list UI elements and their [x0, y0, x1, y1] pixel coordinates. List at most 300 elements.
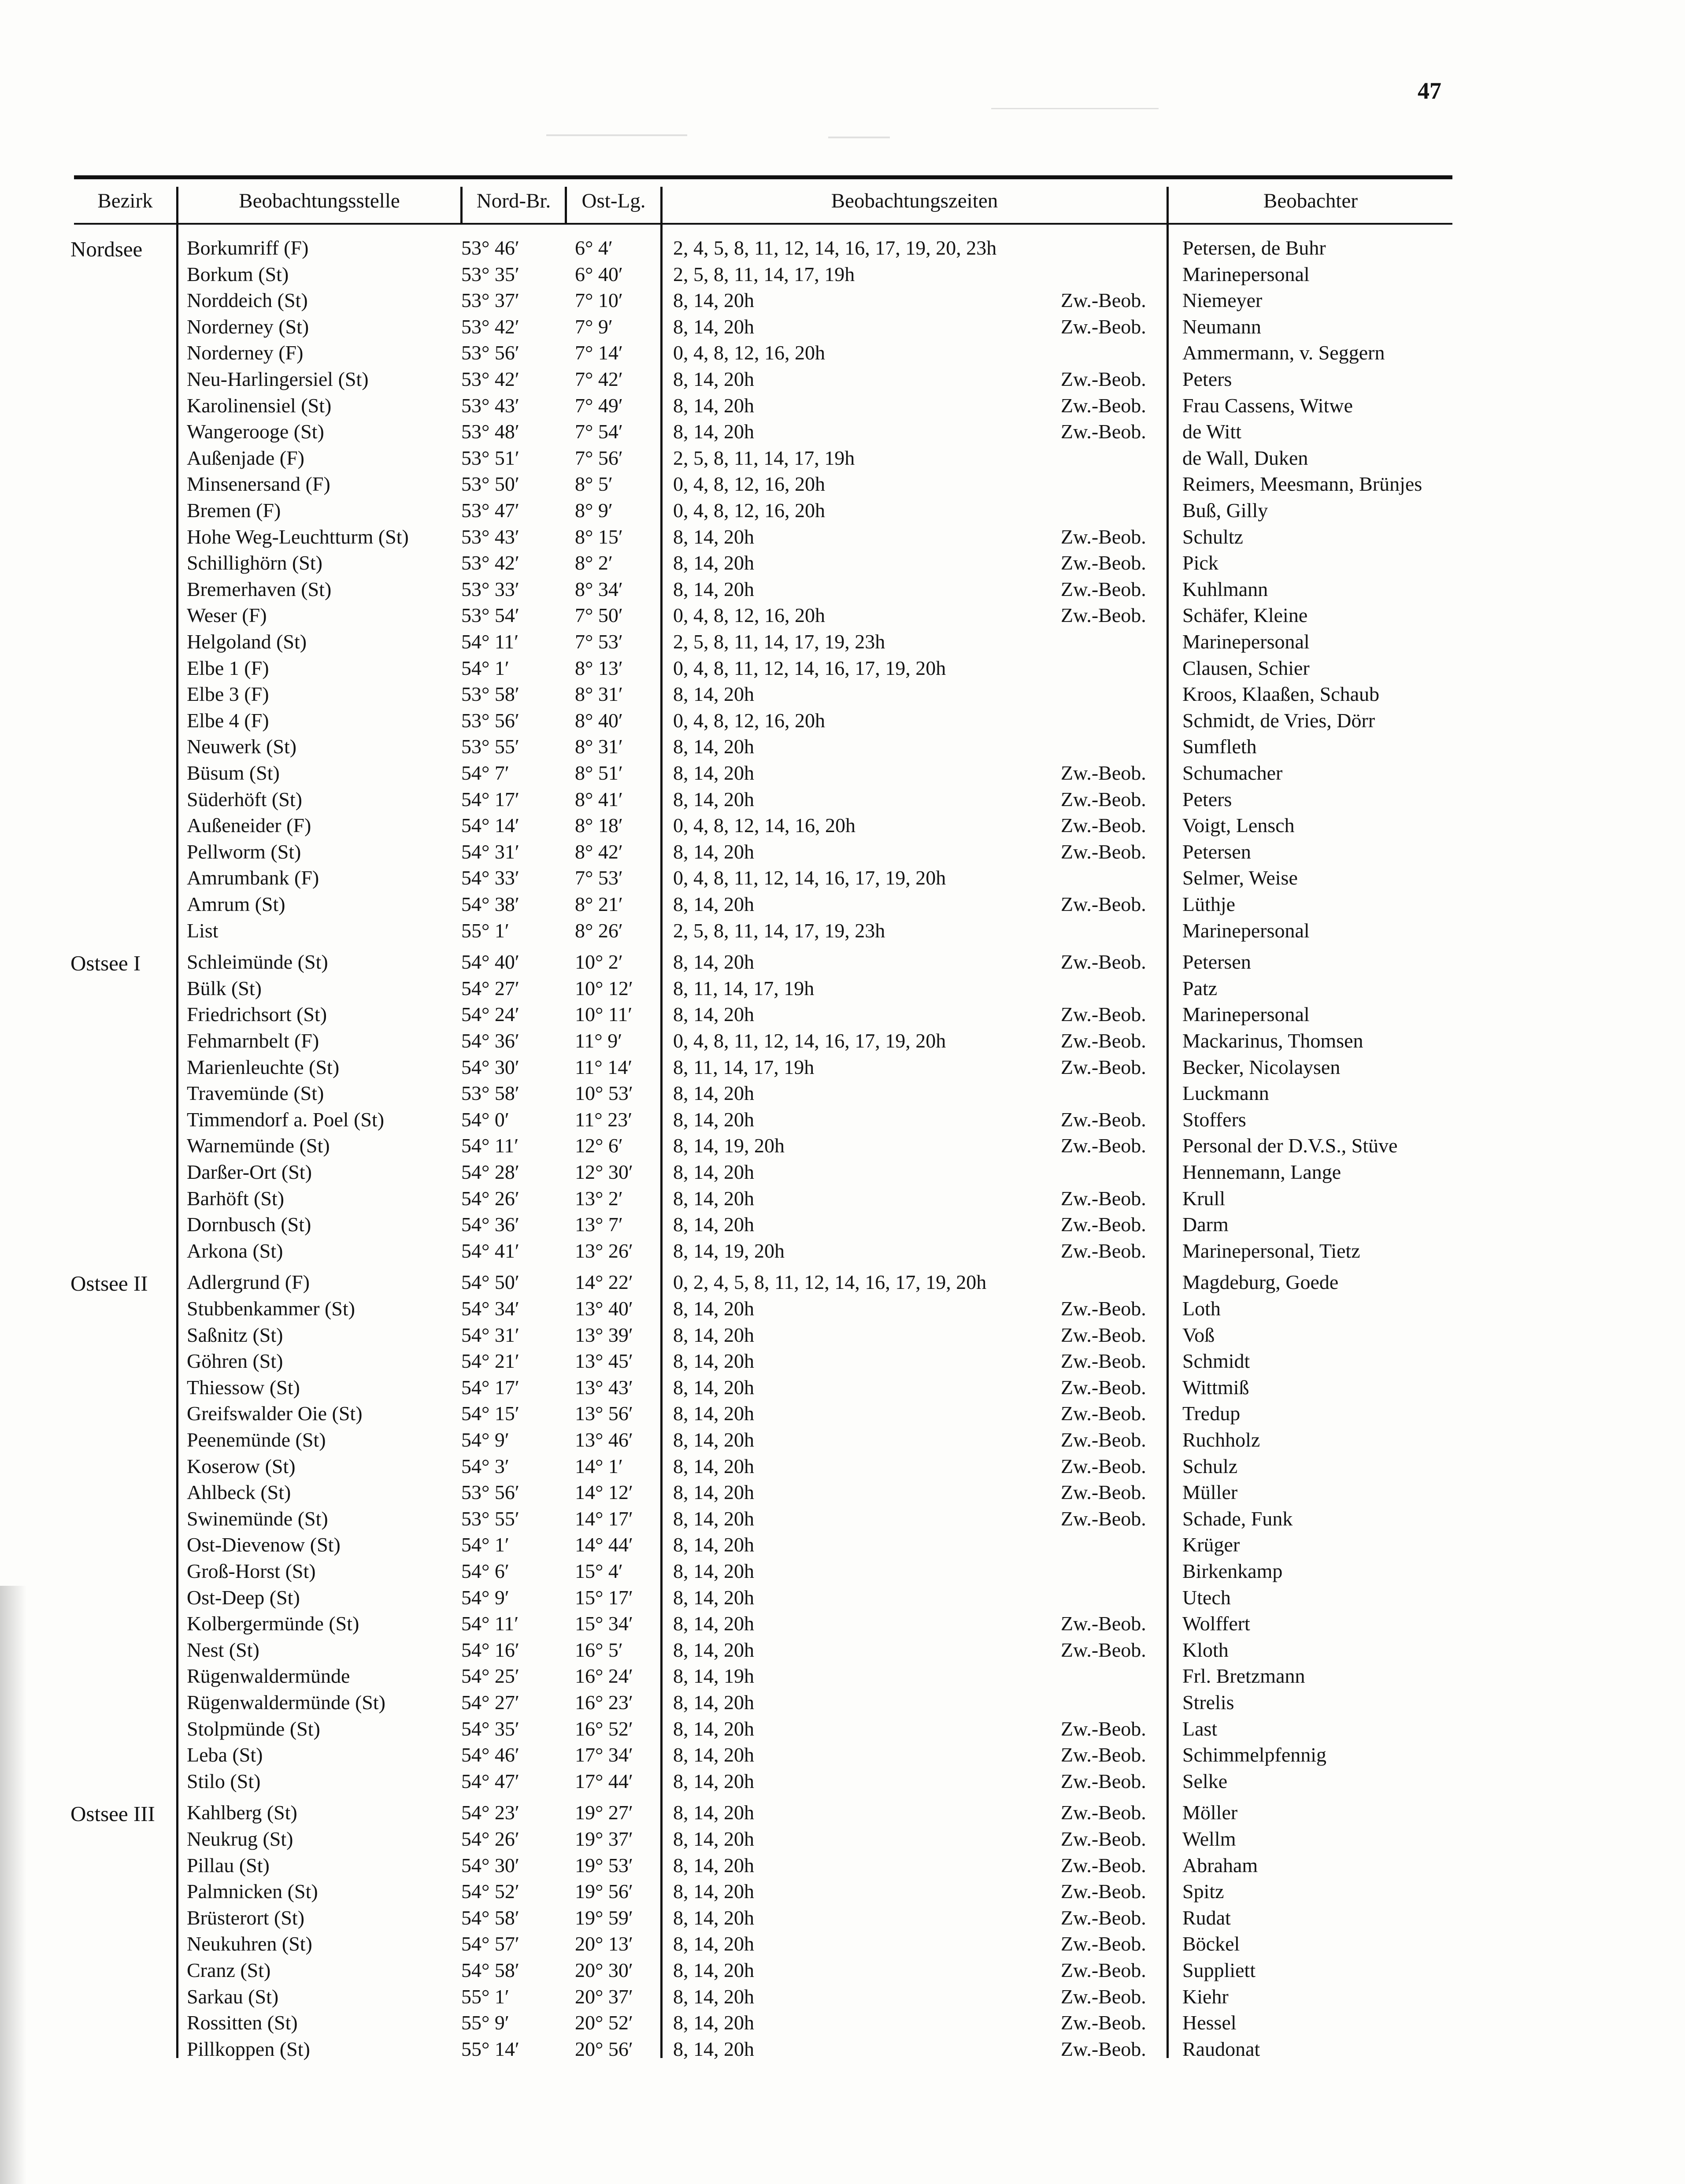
table-row	[0, 1742, 1685, 1768]
observation-times: 8, 14, 20h	[673, 1108, 754, 1131]
observation-times: 8, 14, 20h	[673, 578, 754, 600]
observation-times: 0, 4, 8, 11, 12, 14, 16, 17, 19, 20h	[673, 657, 946, 679]
station-name: Ahlbeck (St)	[187, 1481, 291, 1503]
intermediate-observation: Zw.-Beob.	[1061, 1481, 1146, 1503]
observation-times: 2, 5, 8, 11, 14, 17, 19h	[673, 447, 855, 469]
observation-times: 2, 5, 8, 11, 14, 17, 19, 23h	[673, 919, 885, 942]
observation-times: 8, 14, 20h	[673, 1612, 754, 1635]
longitude: 7° 53′	[575, 630, 623, 653]
longitude: 16° 23′	[575, 1691, 633, 1714]
longitude: 8° 26′	[575, 919, 623, 942]
table-row	[0, 1905, 1685, 1931]
longitude: 16° 52′	[575, 1718, 633, 1740]
table-row	[0, 1637, 1685, 1663]
intermediate-observation: Zw.-Beob.	[1061, 368, 1146, 390]
longitude: 7° 14′	[575, 341, 623, 364]
table-row	[0, 786, 1685, 813]
header-latitude: Nord-Br.	[476, 189, 551, 212]
intermediate-observation: Zw.-Beob.	[1061, 1187, 1146, 1210]
table-row	[0, 524, 1685, 550]
observation-times: 8, 14, 20h	[673, 1481, 754, 1503]
latitude: 54° 25′	[461, 1665, 519, 1687]
station-name: Fehmarnbelt (F)	[187, 1029, 319, 1052]
longitude: 17° 44′	[575, 1770, 633, 1792]
longitude: 8° 51′	[575, 762, 623, 784]
latitude: 54° 11′	[461, 630, 519, 653]
latitude: 54° 1′	[461, 1533, 509, 1556]
observer-name: Patz	[1182, 977, 1218, 999]
observation-times: 8, 11, 14, 17, 19h	[673, 1056, 815, 1078]
intermediate-observation: Zw.-Beob.	[1061, 1718, 1146, 1740]
observer-name: Böckel	[1182, 1932, 1240, 1955]
intermediate-observation: Zw.-Beob.	[1061, 1455, 1146, 1477]
observation-times: 2, 4, 5, 8, 11, 12, 14, 16, 17, 19, 20, 23h	[673, 237, 997, 259]
table-row	[0, 602, 1685, 629]
table-row	[0, 287, 1685, 314]
observer-name: de Wall, Duken	[1182, 447, 1308, 469]
station-name: Ost-Dievenow (St)	[187, 1533, 341, 1556]
observation-times: 8, 14, 20h	[673, 1324, 754, 1346]
longitude: 8° 21′	[575, 893, 623, 915]
station-name: Neukrug (St)	[187, 1828, 293, 1850]
station-name: Borkum (St)	[187, 263, 289, 285]
longitude: 14° 12′	[575, 1481, 633, 1503]
observer-name: Schmidt	[1182, 1350, 1250, 1372]
longitude: 8° 40′	[575, 709, 623, 732]
table-row	[0, 314, 1685, 340]
table-row	[0, 891, 1685, 918]
observation-times: 8, 14, 20h	[673, 1880, 754, 1903]
intermediate-observation: Zw.-Beob.	[1061, 315, 1146, 338]
observation-times: 8, 14, 20h	[673, 2011, 754, 2034]
latitude: 54° 40′	[461, 951, 519, 973]
longitude: 8° 9′	[575, 499, 613, 522]
station-name: Bremerhaven (St)	[187, 578, 332, 600]
intermediate-observation: Zw.-Beob.	[1061, 1985, 1146, 2008]
intermediate-observation: Zw.-Beob.	[1061, 1828, 1146, 1850]
latitude: 53° 42′	[461, 368, 519, 390]
intermediate-observation: Zw.-Beob.	[1061, 289, 1146, 311]
observer-name: Marinepersonal, Tietz	[1182, 1240, 1360, 1262]
table-row	[0, 1296, 1685, 1322]
table-row	[0, 839, 1685, 865]
observer-name: Krüger	[1182, 1533, 1240, 1556]
intermediate-observation: Zw.-Beob.	[1061, 420, 1146, 443]
table-row	[0, 1931, 1685, 1957]
latitude: 54° 41′	[461, 1240, 519, 1262]
latitude: 54° 33′	[461, 866, 519, 889]
observation-times: 0, 4, 8, 12, 16, 20h	[673, 473, 825, 495]
observation-times: 8, 14, 20h	[673, 315, 754, 338]
latitude: 53° 50′	[461, 473, 519, 495]
observer-name: Niemeyer	[1182, 289, 1263, 311]
station-name: Schleimünde (St)	[187, 951, 328, 973]
intermediate-observation: Zw.-Beob.	[1061, 1906, 1146, 1929]
longitude: 19° 53′	[575, 1854, 633, 1877]
latitude: 53° 56′	[461, 709, 519, 732]
longitude: 16° 5′	[575, 1639, 623, 1661]
table-row	[0, 760, 1685, 786]
observation-times: 8, 14, 20h	[673, 1402, 754, 1425]
observation-times: 8, 14, 20h	[673, 1376, 754, 1399]
station-name: Thiessow (St)	[187, 1376, 300, 1399]
latitude: 54° 38′	[461, 893, 519, 915]
header-observation-times: Beobachtungszeiten	[831, 189, 998, 212]
station-name: Darßer-Ort (St)	[187, 1161, 312, 1183]
station-name: Friedrichsort (St)	[187, 1003, 327, 1025]
table-row	[0, 1453, 1685, 1480]
station-name: Norderney (St)	[187, 315, 309, 338]
latitude: 54° 58′	[461, 1959, 519, 1981]
longitude: 14° 44′	[575, 1533, 633, 1556]
latitude: 53° 54′	[461, 604, 519, 626]
table-row	[0, 550, 1685, 576]
longitude: 13° 40′	[575, 1297, 633, 1320]
longitude: 10° 11′	[575, 1003, 633, 1025]
table-row	[0, 576, 1685, 603]
observer-name: Kloth	[1182, 1639, 1229, 1661]
station-name: Amrum (St)	[187, 893, 285, 915]
table-row	[0, 918, 1685, 944]
longitude: 13° 46′	[575, 1429, 633, 1451]
table-row	[0, 629, 1685, 655]
latitude: 54° 7′	[461, 762, 509, 784]
table-row	[0, 1663, 1685, 1689]
table-row	[0, 1689, 1685, 1716]
table-row	[0, 733, 1685, 760]
observation-times: 8, 14, 20h	[673, 1718, 754, 1740]
observation-times: 8, 14, 20h	[673, 1959, 754, 1981]
latitude: 53° 51′	[461, 447, 519, 469]
observer-name: Strelis	[1182, 1691, 1234, 1714]
observation-times: 8, 14, 19, 20h	[673, 1134, 785, 1157]
table-row	[0, 1532, 1685, 1558]
observer-name: Reimers, Meesmann, Brünjes	[1182, 473, 1422, 495]
latitude: 54° 26′	[461, 1187, 519, 1210]
intermediate-observation: Zw.-Beob.	[1061, 1003, 1146, 1025]
observation-times: 8, 14, 19, 20h	[673, 1240, 785, 1262]
latitude: 53° 56′	[461, 341, 519, 364]
observation-times: 8, 14, 20h	[673, 1082, 754, 1104]
observation-times: 0, 4, 8, 12, 16, 20h	[673, 341, 825, 364]
latitude: 55° 14′	[461, 2038, 519, 2060]
latitude: 54° 14′	[461, 814, 519, 837]
latitude: 54° 46′	[461, 1743, 519, 1766]
station-name: Swinemünde (St)	[187, 1507, 328, 1530]
observation-times: 8, 14, 20h	[673, 1743, 754, 1766]
observer-name: Kroos, Klaaßen, Schaub	[1182, 683, 1380, 705]
observer-name: Abraham	[1182, 1854, 1258, 1877]
intermediate-observation: Zw.-Beob.	[1061, 951, 1146, 973]
longitude: 14° 22′	[575, 1271, 633, 1293]
observer-name: Frau Cassens, Witwe	[1182, 394, 1353, 417]
observer-name: Wittmiß	[1182, 1376, 1249, 1399]
intermediate-observation: Zw.-Beob.	[1061, 893, 1146, 915]
table-row	[0, 975, 1685, 1002]
latitude: 54° 58′	[461, 1906, 519, 1929]
station-name: Koserow (St)	[187, 1455, 296, 1477]
latitude: 54° 50′	[461, 1271, 519, 1293]
intermediate-observation: Zw.-Beob.	[1061, 1134, 1146, 1157]
intermediate-observation: Zw.-Beob.	[1061, 1801, 1146, 1824]
district-label: Ostsee III	[70, 1802, 155, 1826]
station-name: Elbe 1 (F)	[187, 657, 269, 679]
observer-name: Ammermann, v. Seggern	[1182, 341, 1385, 364]
station-name: Peenemünde (St)	[187, 1429, 326, 1451]
table-row	[0, 1558, 1685, 1584]
longitude: 15° 4′	[575, 1560, 623, 1582]
longitude: 17° 34′	[575, 1743, 633, 1766]
table-row	[0, 1238, 1685, 1264]
latitude: 54° 21′	[461, 1350, 519, 1372]
observer-name: Marinepersonal	[1182, 1003, 1310, 1025]
table-row	[0, 1348, 1685, 1374]
observation-times: 8, 14, 20h	[673, 1003, 754, 1025]
observer-name: Möller	[1182, 1801, 1238, 1824]
table-row	[0, 1133, 1685, 1159]
station-name: Elbe 3 (F)	[187, 683, 269, 705]
observer-name: Becker, Nicolaysen	[1182, 1056, 1341, 1078]
observation-times: 8, 14, 20h	[673, 1932, 754, 1955]
table-row	[0, 1427, 1685, 1453]
observer-name: Luckmann	[1182, 1082, 1269, 1104]
observer-name: Hennemann, Lange	[1182, 1161, 1341, 1183]
station-name: Warnemünde (St)	[187, 1134, 330, 1157]
print-smudge	[546, 134, 687, 136]
longitude: 8° 15′	[575, 526, 623, 548]
longitude: 7° 10′	[575, 289, 623, 311]
latitude: 54° 52′	[461, 1880, 519, 1903]
observer-name: Selmer, Weise	[1182, 866, 1298, 889]
observer-name: Stoffers	[1182, 1108, 1246, 1131]
longitude: 7° 53′	[575, 866, 623, 889]
station-name: Büsum (St)	[187, 762, 280, 784]
station-name: Stubbenkammer (St)	[187, 1297, 355, 1320]
longitude: 7° 42′	[575, 368, 623, 390]
intermediate-observation: Zw.-Beob.	[1061, 1108, 1146, 1131]
station-name: Weser (F)	[187, 604, 267, 626]
observer-name: Personal der D.V.S., Stüve	[1182, 1134, 1398, 1157]
latitude: 54° 23′	[461, 1801, 519, 1824]
intermediate-observation: Zw.-Beob.	[1061, 1029, 1146, 1052]
observer-name: Peters	[1182, 368, 1232, 390]
observation-times: 8, 14, 20h	[673, 289, 754, 311]
latitude: 54° 57′	[461, 1932, 519, 1955]
print-smudge	[828, 137, 890, 138]
latitude: 54° 3′	[461, 1455, 509, 1477]
latitude: 54° 6′	[461, 1560, 509, 1582]
observation-times: 8, 14, 20h	[673, 394, 754, 417]
observer-name: Last	[1182, 1718, 1218, 1740]
observer-name: Krull	[1182, 1187, 1226, 1210]
table-row	[0, 1028, 1685, 1054]
station-name: Greifswalder Oie (St)	[187, 1402, 363, 1425]
observer-name: Darm	[1182, 1213, 1229, 1236]
longitude: 19° 56′	[575, 1880, 633, 1903]
station-name: Minsenersand (F)	[187, 473, 330, 495]
longitude: 6° 4′	[575, 237, 613, 259]
latitude: 54° 34′	[461, 1297, 519, 1320]
table-row	[0, 340, 1685, 366]
table-row	[0, 1374, 1685, 1401]
station-name: Dornbusch (St)	[187, 1213, 311, 1236]
observation-times: 8, 11, 14, 17, 19h	[673, 977, 815, 999]
intermediate-observation: Zw.-Beob.	[1061, 762, 1146, 784]
station-name: Pillkoppen (St)	[187, 2038, 310, 2060]
intermediate-observation: Zw.-Beob.	[1061, 1507, 1146, 1530]
station-name: Rügenwaldermünde	[187, 1665, 350, 1687]
observer-name: Pick	[1182, 552, 1218, 574]
table-row	[0, 497, 1685, 524]
observation-times: 8, 14, 20h	[673, 368, 754, 390]
latitude: 53° 43′	[461, 526, 519, 548]
observation-times: 8, 14, 20h	[673, 1429, 754, 1451]
longitude: 12° 6′	[575, 1134, 623, 1157]
latitude: 54° 9′	[461, 1586, 509, 1609]
latitude: 53° 56′	[461, 1481, 519, 1503]
intermediate-observation: Zw.-Beob.	[1061, 394, 1146, 417]
header-bezirk: Bezirk	[97, 189, 153, 212]
station-name: Pellworm (St)	[187, 840, 301, 863]
latitude: 54° 0′	[461, 1108, 509, 1131]
station-name: Pillau (St)	[187, 1854, 270, 1877]
observation-times: 8, 14, 20h	[673, 735, 754, 758]
latitude: 54° 36′	[461, 1029, 519, 1052]
station-name: Brüsterort (St)	[187, 1906, 305, 1929]
station-name: Amrumbank (F)	[187, 866, 319, 889]
longitude: 13° 2′	[575, 1187, 623, 1210]
intermediate-observation: Zw.-Beob.	[1061, 526, 1146, 548]
station-name: Hohe Weg-Leuchtturm (St)	[187, 526, 409, 548]
intermediate-observation: Zw.-Beob.	[1061, 604, 1146, 626]
intermediate-observation: Zw.-Beob.	[1061, 1297, 1146, 1320]
latitude: 55° 9′	[461, 2011, 509, 2034]
table-row	[0, 445, 1685, 471]
latitude: 53° 58′	[461, 683, 519, 705]
table-row	[0, 865, 1685, 891]
observation-times: 8, 14, 20h	[673, 1691, 754, 1714]
station-name: Borkumriff (F)	[187, 237, 309, 259]
observation-times: 0, 2, 4, 5, 8, 11, 12, 14, 16, 17, 19, 20h	[673, 1271, 987, 1293]
observer-name: Kuhlmann	[1182, 578, 1268, 600]
table-row	[0, 1159, 1685, 1185]
observation-times: 0, 4, 8, 11, 12, 14, 16, 17, 19, 20h	[673, 1029, 946, 1052]
header-bottom-rule	[74, 223, 1452, 225]
intermediate-observation: Zw.-Beob.	[1061, 552, 1146, 574]
observation-times: 8, 14, 20h	[673, 1350, 754, 1372]
station-name: Timmendorf a. Poel (St)	[187, 1108, 385, 1131]
observer-name: de Witt	[1182, 420, 1242, 443]
observation-times: 8, 14, 20h	[673, 1828, 754, 1850]
observer-name: Birkenkamp	[1182, 1560, 1283, 1582]
intermediate-observation: Zw.-Beob.	[1061, 1770, 1146, 1792]
station-name: Kolbergermünde (St)	[187, 1612, 359, 1635]
observation-times: 0, 4, 8, 12, 16, 20h	[673, 604, 825, 626]
header-observer: Beobachter	[1263, 189, 1358, 212]
observation-times: 8, 14, 20h	[673, 552, 754, 574]
observer-name: Schmidt, de Vries, Dörr	[1182, 709, 1375, 732]
latitude: 53° 48′	[461, 420, 519, 443]
intermediate-observation: Zw.-Beob.	[1061, 1324, 1146, 1346]
longitude: 19° 59′	[575, 1906, 633, 1929]
observer-name: Magdeburg, Goede	[1182, 1271, 1339, 1293]
longitude: 13° 7′	[575, 1213, 623, 1236]
latitude: 53° 37′	[461, 289, 519, 311]
table-row	[0, 2010, 1685, 2036]
longitude: 14° 1′	[575, 1455, 623, 1477]
longitude: 7° 50′	[575, 604, 623, 626]
intermediate-observation: Zw.-Beob.	[1061, 840, 1146, 863]
station-name: Stilo (St)	[187, 1770, 261, 1792]
header-station: Beobachtungsstelle	[239, 189, 400, 212]
intermediate-observation: Zw.-Beob.	[1061, 1612, 1146, 1635]
observation-times: 8, 14, 20h	[673, 1854, 754, 1877]
station-name: Leba (St)	[187, 1743, 263, 1766]
header-longitude: Ost-Lg.	[581, 189, 646, 212]
longitude: 20° 30′	[575, 1959, 633, 1981]
latitude: 54° 47′	[461, 1770, 519, 1792]
observation-times: 8, 14, 20h	[673, 2038, 754, 2060]
station-name: Rügenwaldermünde (St)	[187, 1691, 385, 1714]
observer-name: Kiehr	[1182, 1985, 1229, 2008]
station-name: Außenjade (F)	[187, 447, 304, 469]
table-row	[0, 1400, 1685, 1427]
observation-times: 8, 14, 20h	[673, 1533, 754, 1556]
station-name: Arkona (St)	[187, 1240, 283, 1262]
station-name: Kahlberg (St)	[187, 1801, 297, 1824]
longitude: 15° 17′	[575, 1586, 633, 1609]
observation-times: 8, 14, 20h	[673, 1213, 754, 1236]
station-name: Groß-Horst (St)	[187, 1560, 316, 1582]
latitude: 54° 11′	[461, 1612, 519, 1635]
observer-name: Marinepersonal	[1182, 630, 1310, 653]
observer-name: Schade, Funk	[1182, 1507, 1293, 1530]
longitude: 11° 14′	[575, 1056, 633, 1078]
station-name: Travemünde (St)	[187, 1082, 324, 1104]
observer-name: Schimmelpfennig	[1182, 1743, 1327, 1766]
observation-times: 0, 4, 8, 12, 16, 20h	[673, 499, 825, 522]
station-name: Cranz (St)	[187, 1959, 271, 1981]
station-name: Barhöft (St)	[187, 1187, 285, 1210]
longitude: 7° 9′	[575, 315, 613, 338]
station-name: Schillighörn (St)	[187, 552, 322, 574]
longitude: 8° 13′	[575, 657, 623, 679]
observer-name: Schumacher	[1182, 762, 1283, 784]
observer-name: Schultz	[1182, 526, 1243, 548]
latitude: 54° 26′	[461, 1828, 519, 1850]
observer-name: Spitz	[1182, 1880, 1224, 1903]
intermediate-observation: Zw.-Beob.	[1061, 1213, 1146, 1236]
station-name: Bremen (F)	[187, 499, 281, 522]
longitude: 7° 56′	[575, 447, 623, 469]
intermediate-observation: Zw.-Beob.	[1061, 1743, 1146, 1766]
station-name: Palmnicken (St)	[187, 1880, 318, 1903]
longitude: 8° 18′	[575, 814, 623, 837]
longitude: 8° 2′	[575, 552, 613, 574]
observation-times: 8, 14, 20h	[673, 1507, 754, 1530]
observer-name: Petersen, de Buhr	[1182, 237, 1326, 259]
observer-name: Petersen	[1182, 840, 1251, 863]
table-row	[0, 1211, 1685, 1238]
latitude: 54° 36′	[461, 1213, 519, 1236]
longitude: 10° 12′	[575, 977, 633, 999]
table-row	[0, 1322, 1685, 1348]
station-name: Neukuhren (St)	[187, 1932, 312, 1955]
observer-name: Petersen	[1182, 951, 1251, 973]
observation-times: 8, 14, 20h	[673, 1586, 754, 1609]
latitude: 54° 15′	[461, 1402, 519, 1425]
table-row	[0, 1185, 1685, 1212]
